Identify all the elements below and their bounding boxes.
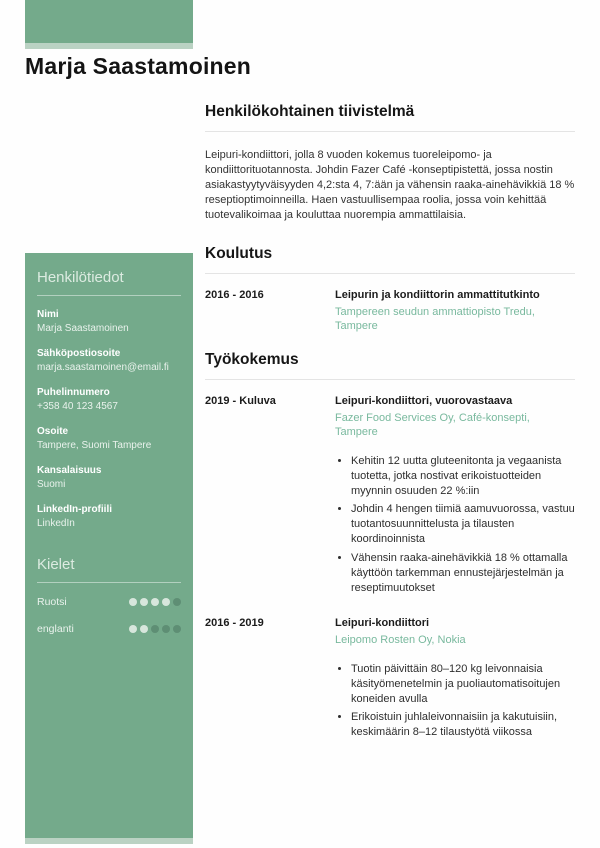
entry-bullet: • Vähensin raaka-ainehävikkiä 18 % ottamalla käyttöön tarkemman ennustejärjestelmän ja reseptimuutokset — [351, 551, 575, 597]
skill-dot — [140, 625, 148, 633]
summary-heading: Henkilökohtainen tiivistelmä — [205, 103, 575, 132]
section-heading: Työkokemus — [205, 351, 575, 380]
personal-fields — [37, 309, 181, 530]
skill-dot — [140, 598, 148, 606]
entry-bullet: • Tuotin päivittäin 80–120 kg leivonnaisia käsityömenetelmin ja puoliautomatisoitujen koneiden avulla — [351, 662, 575, 708]
language-row — [37, 596, 181, 608]
personal-field — [37, 348, 181, 374]
field-value: Suomi — [37, 479, 66, 490]
entry-dates: 2016 - 2016 — [205, 288, 264, 301]
entry-body — [335, 394, 575, 599]
personal-field — [37, 426, 181, 452]
field-label: Osoite — [37, 426, 69, 437]
cv-section — [205, 245, 575, 334]
personal-field — [37, 309, 181, 335]
summary-text: Leipuri-kondiittori, jolla 8 vuoden kokemus tuoreleipomo- ja kondiittorituotannosta. Johdin Fazer Café -konseptipistettä, jossa nostin asiakastyytyväisyyden 4,2:sta 4, 7:ään ja vähensin raaka-ainehävikkiä 18 % reseptioptimoinneilla. Haen vastuullisempaa roolia, jossa voin kehittää tuotevalikoimaa ja kouluttaa nuorempia ammattilaisia. — [205, 149, 575, 221]
skill-dot — [129, 625, 137, 633]
sidebar-languages-heading: Kielet — [37, 556, 181, 583]
personal-field — [37, 504, 181, 530]
skill-dot — [162, 598, 170, 606]
field-label: LinkedIn-profiili — [37, 504, 112, 515]
entry-bullets — [335, 454, 575, 597]
skill-dot — [162, 625, 170, 633]
section-entries — [205, 394, 575, 744]
entry-dates: 2019 - Kuluva — [205, 394, 276, 407]
skill-dot — [173, 625, 181, 633]
cv-entry — [205, 394, 575, 599]
section-entries — [205, 288, 575, 334]
language-name: englanti — [37, 623, 74, 635]
language-name: Ruotsi — [37, 596, 67, 608]
page-title: Marja Saastamoinen — [25, 53, 252, 79]
language-row — [37, 623, 181, 635]
entry-organization: Fazer Food Services Oy, Café-konsepti, Tampere — [335, 411, 530, 439]
languages-list — [37, 596, 181, 635]
entry-organization: Tampereen seudun ammattiopisto Tredu, Tampere — [335, 306, 535, 333]
personal-field — [37, 465, 181, 491]
entry-bullets — [335, 662, 575, 741]
field-label: Nimi — [37, 309, 59, 320]
sidebar — [25, 253, 193, 838]
header-accent-block — [25, 0, 193, 43]
entry-body — [335, 288, 575, 334]
field-value: Tampere, Suomi Tampere — [37, 440, 152, 451]
skill-dot — [151, 625, 159, 633]
cv-sections — [205, 245, 575, 744]
field-value: marja.saastamoinen@email.fi — [37, 362, 169, 373]
entry-organization: Leipomo Rosten Oy, Nokia — [335, 634, 466, 647]
skill-dot — [173, 598, 181, 606]
field-value: Marja Saastamoinen — [37, 323, 129, 334]
personal-field — [37, 387, 181, 413]
skill-dot — [129, 598, 137, 606]
entry-title: Leipurin ja kondiittorin ammattitutkinto — [335, 288, 540, 301]
entry-title: Leipuri-kondiittori, vuorovastaava — [335, 394, 513, 407]
field-label: Sähköpostiosoite — [37, 348, 121, 359]
language-skill-dots — [129, 598, 181, 606]
section-heading: Koulutus — [205, 245, 575, 274]
entry-body — [335, 616, 575, 743]
skill-dot — [151, 598, 159, 606]
field-label: Kansalaisuus — [37, 465, 102, 476]
entry-bullet: • Erikoistuin juhlaleivonnaisiin ja kakutuisiin, keskimäärin 8–12 tilaustyötä viikossa — [351, 710, 575, 740]
main-column — [205, 103, 575, 761]
entry-bullet: • Johdin 4 hengen tiimiä aamuvuorossa, vastuu tuotantosuunnittelusta ja tilausten koordinoinnista — [351, 502, 575, 548]
entry-title: Leipuri-kondiittori — [335, 617, 430, 630]
cv-section — [205, 351, 575, 744]
cv-entry — [205, 288, 575, 334]
header-accent-strip — [25, 43, 193, 49]
cv-entry — [205, 616, 575, 743]
entry-bullet: • Kehitin 12 uutta gluteenitonta ja vegaanista tuotetta, jotka nostivat erikoistuotteiden myynnin osuuden 22 %:iin — [351, 454, 575, 500]
entry-dates: 2016 - 2019 — [205, 617, 264, 630]
field-label: Puhelinnumero — [37, 387, 110, 398]
field-value: LinkedIn — [37, 518, 75, 529]
field-value: +358 40 123 4567 — [37, 401, 118, 412]
sidebar-accent-strip — [25, 838, 193, 844]
summary-section — [205, 103, 575, 223]
language-skill-dots — [129, 625, 181, 633]
sidebar-personal-heading: Henkilötiedot — [37, 269, 181, 296]
